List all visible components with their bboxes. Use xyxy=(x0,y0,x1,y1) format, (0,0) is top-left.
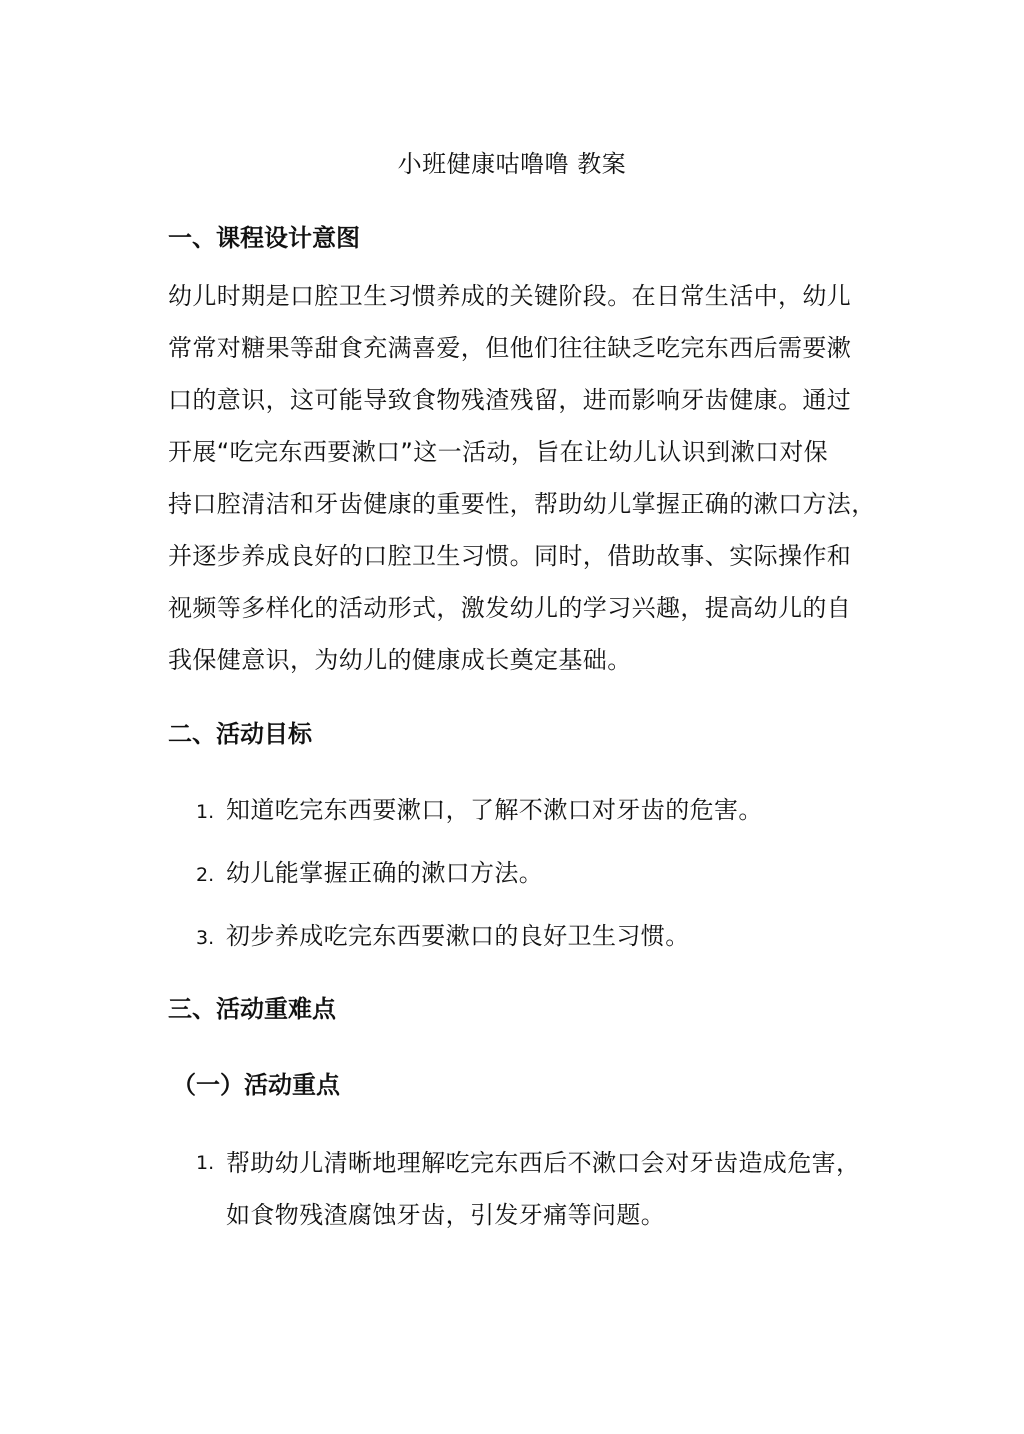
section-heading-activity-goals: 二、活动目标 xyxy=(168,720,312,748)
paragraph-line: 我保健意识，为幼儿的健康成长奠定基础。 xyxy=(168,646,632,674)
paragraph-line: 幼儿时期是口腔卫生习惯养成的关键阶段。在日常生活中，幼儿 xyxy=(168,282,852,310)
list-number: 1. xyxy=(196,1152,215,1174)
design-intent-paragraph xyxy=(168,270,876,686)
subsection-heading-key-points: （一）活动重点 xyxy=(172,1071,340,1099)
paragraph-line: 常常对糖果等甜食充满喜爱，但他们往往缺乏吃完东西后需要漱 xyxy=(168,334,852,362)
goal-list-item xyxy=(196,793,763,829)
key-point-list-item xyxy=(196,1137,860,1241)
list-number: 2. xyxy=(196,864,215,886)
section-heading-key-difficulties: 三、活动重难点 xyxy=(168,995,336,1023)
list-text: 幼儿能掌握正确的漱口方法。 xyxy=(226,859,544,887)
list-text: 初步养成吃完东西要漱口的良好卫生习惯。 xyxy=(226,922,690,950)
paragraph-line: 持口腔清洁和牙齿健康的重要性，帮助幼儿掌握正确的漱口方法， xyxy=(168,490,876,518)
goal-list-item xyxy=(196,856,543,892)
paragraph-line: 开展“吃完东西要漱口”这一活动，旨在让幼儿认识到漱口对保 xyxy=(168,438,829,466)
paragraph-line: 视频等多样化的活动形式，激发幼儿的学习兴趣，提高幼儿的自 xyxy=(168,594,852,622)
list-text: 知道吃完东西要漱口，了解不漱口对牙齿的危害。 xyxy=(226,796,763,824)
document-title: 小班健康咕噜噜 教案 xyxy=(397,150,627,178)
paragraph-line: 并逐步养成良好的口腔卫生习惯。同时，借助故事、实际操作和 xyxy=(168,542,852,570)
list-text-line: 如食物残渣腐蚀牙齿，引发牙痛等问题。 xyxy=(226,1201,666,1229)
paragraph-line: 口的意识，这可能导致食物残渣残留，进而影响牙齿健康。通过 xyxy=(168,386,852,414)
list-number: 1. xyxy=(196,801,215,823)
list-text-line: 帮助幼儿清晰地理解吃完东西后不漱口会对牙齿造成危害， xyxy=(226,1149,861,1177)
list-number: 3. xyxy=(196,927,215,949)
goal-list-item xyxy=(196,919,690,955)
section-heading-design-intent: 一、课程设计意图 xyxy=(168,224,360,252)
